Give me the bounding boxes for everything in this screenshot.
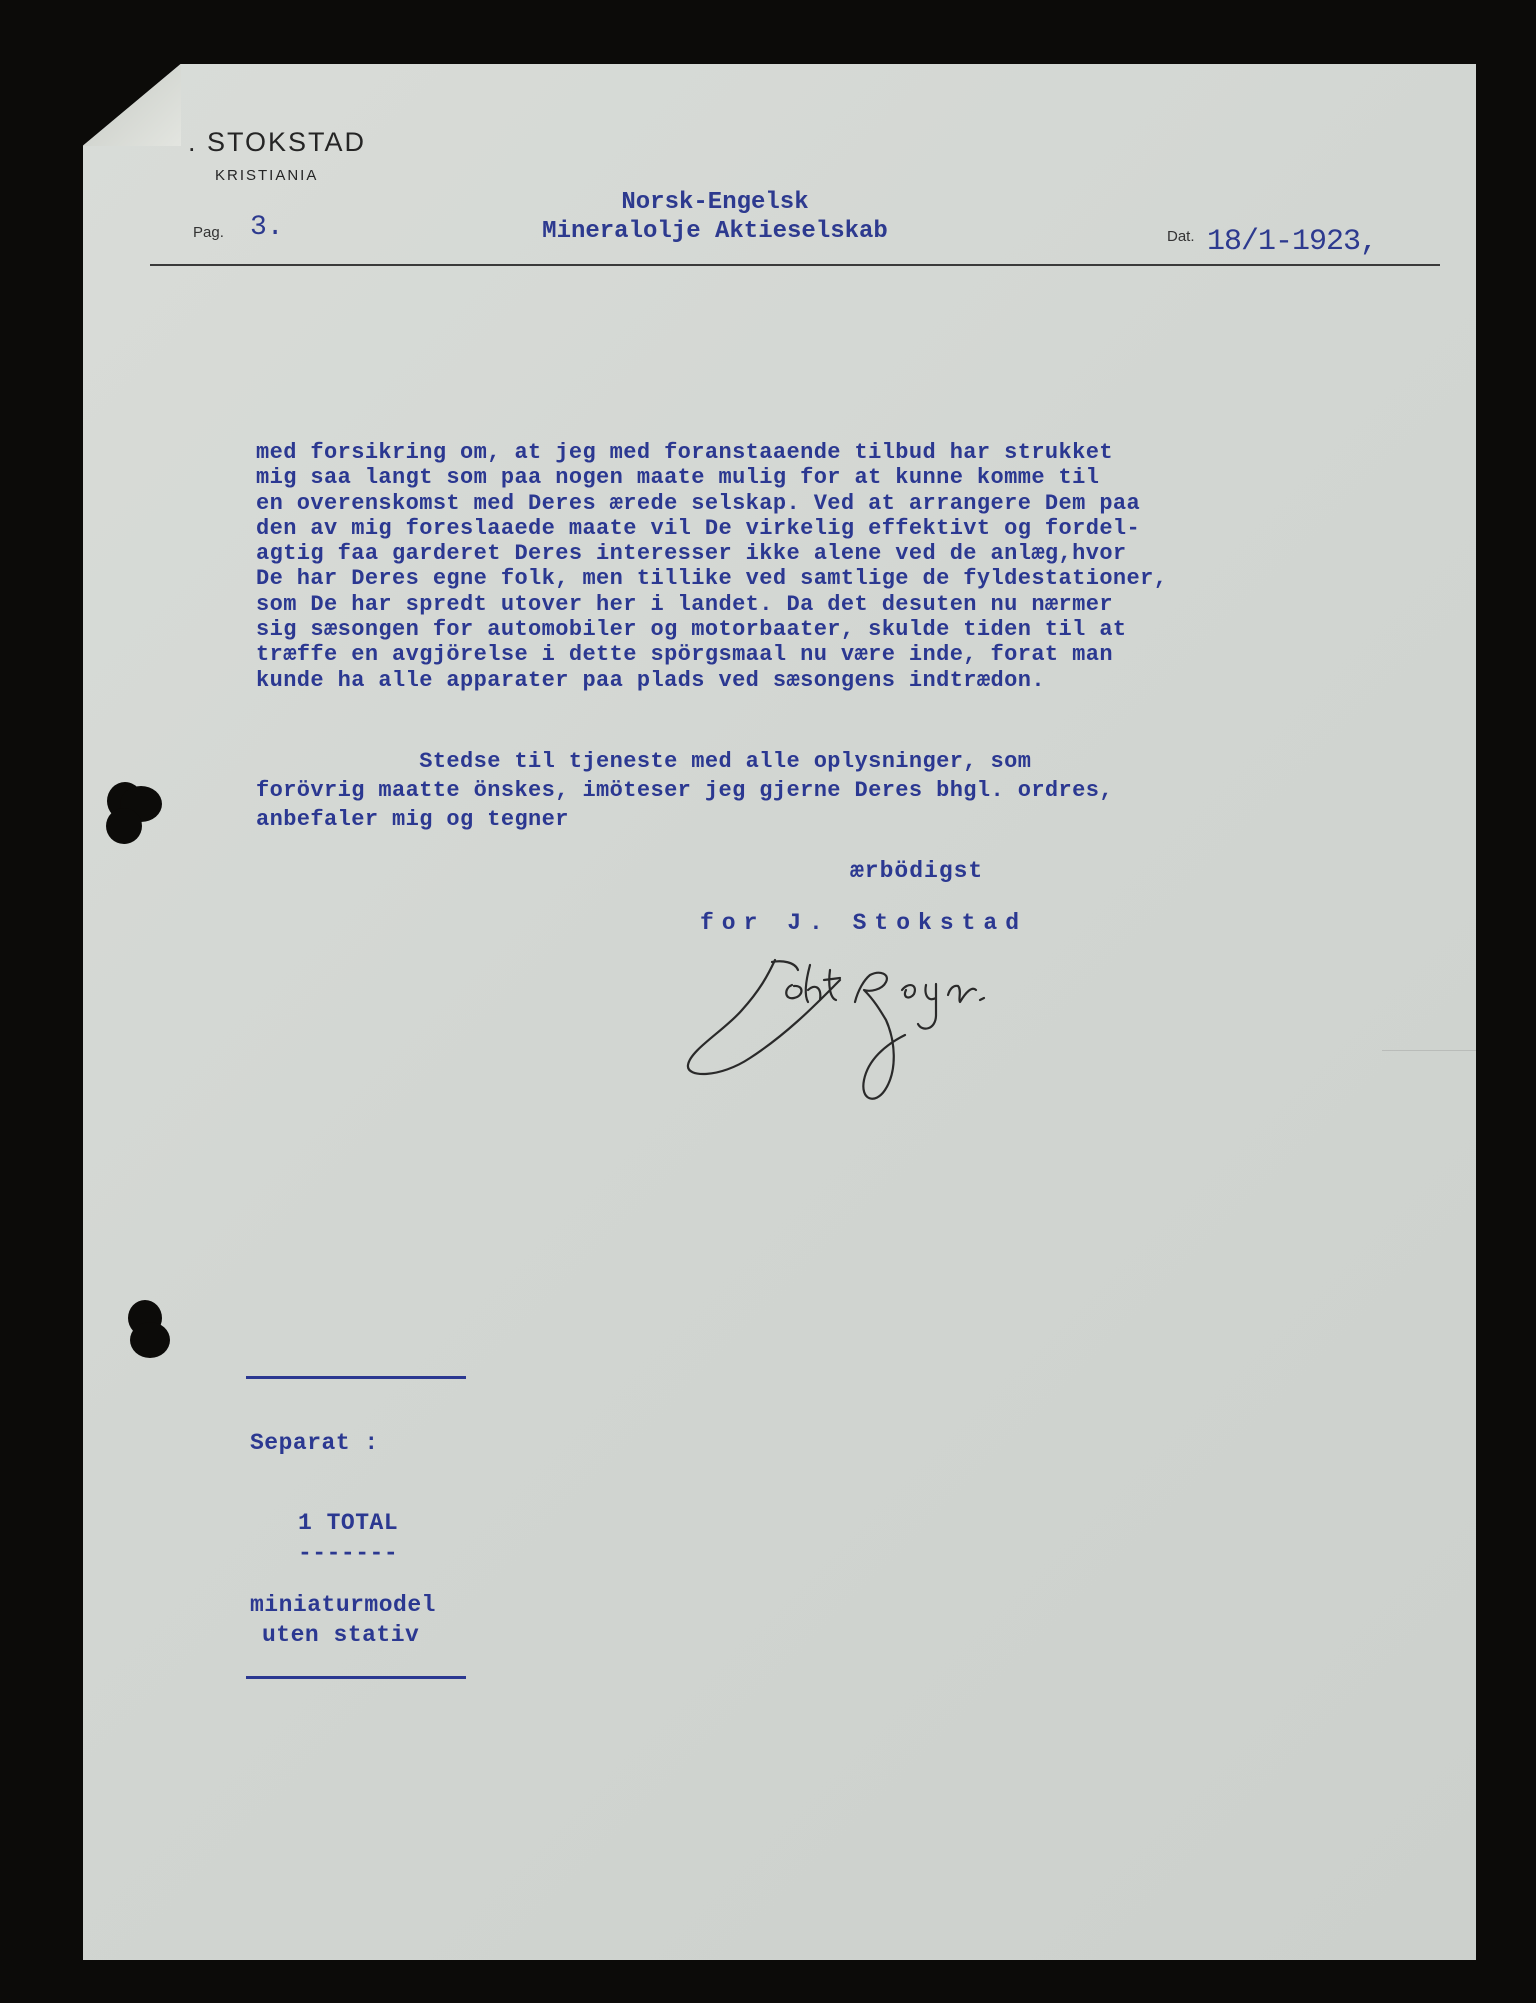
letterhead-company: . STOKSTAD <box>188 127 367 157</box>
body-paragraph-2: Stedse til tjeneste med alle oplysninger, som forövrig maatte önskes, imöteser jeg gjerne Deres bhgl. ordres, anbefaler mig og tegner <box>256 749 1113 832</box>
enclosure-rule-bottom <box>246 1676 466 1679</box>
letter-date: 18/1-1923, <box>1207 225 1378 259</box>
punch-hole-upper-c <box>106 808 142 844</box>
enclosure-item-underline: ------- <box>298 1540 399 1566</box>
addressee-line-1: Norsk-Engelsk <box>621 189 809 216</box>
handwritten-signature <box>680 940 1100 1120</box>
enclosure-item-line-1: miniaturmodel <box>250 1592 436 1618</box>
paper-crease <box>1382 1050 1476 1161</box>
body-paragraph-1: med forsikring om, at jeg med foranstaaende tilbud har strukket mig saa langt som paa nogen maate mulig for at kunne komme til en overenskomst med Deres ærede selskap. Ved at arrangere Dem paa den av mig foreslaaede maate vil De virkelig effektivt og fordel- agtig faa garderet Deres interesser ikke alene ved de anlæg,hvor De har Deres egne folk, men tillike ved samtlige de fyldestationer, som De har spredt utover her i landet. Da det desuten nu nærmer sig sæsongen for automobiler og motorbaater, skulde tiden til at træffe en avgjörelse i dette spörgsmaal nu være inde, forat man kunde ha alle apparater paa plads ved sæsongens indtrædon. <box>256 440 1168 693</box>
enclosure-item-count: 1 TOTAL <box>298 1510 399 1536</box>
signatory-line: for J. Stokstad <box>700 910 1028 936</box>
enclosure-rule-top <box>246 1376 466 1379</box>
punch-hole-lower-b <box>130 1322 170 1358</box>
page-label: Pag. <box>193 224 224 241</box>
date-label: Dat. <box>1167 228 1195 245</box>
letterhead-city: KRISTIANIA <box>215 167 319 184</box>
enclosure-item-line-2: uten stativ <box>262 1622 420 1648</box>
enclosure-label: Separat : <box>250 1430 379 1456</box>
addressee <box>470 188 960 246</box>
page-number: 3. <box>250 212 284 243</box>
letterhead-divider <box>150 264 1440 266</box>
complimentary-close: ærbödigst <box>850 858 984 884</box>
addressee-line-2: Mineralolje Aktieselskab <box>542 218 888 245</box>
